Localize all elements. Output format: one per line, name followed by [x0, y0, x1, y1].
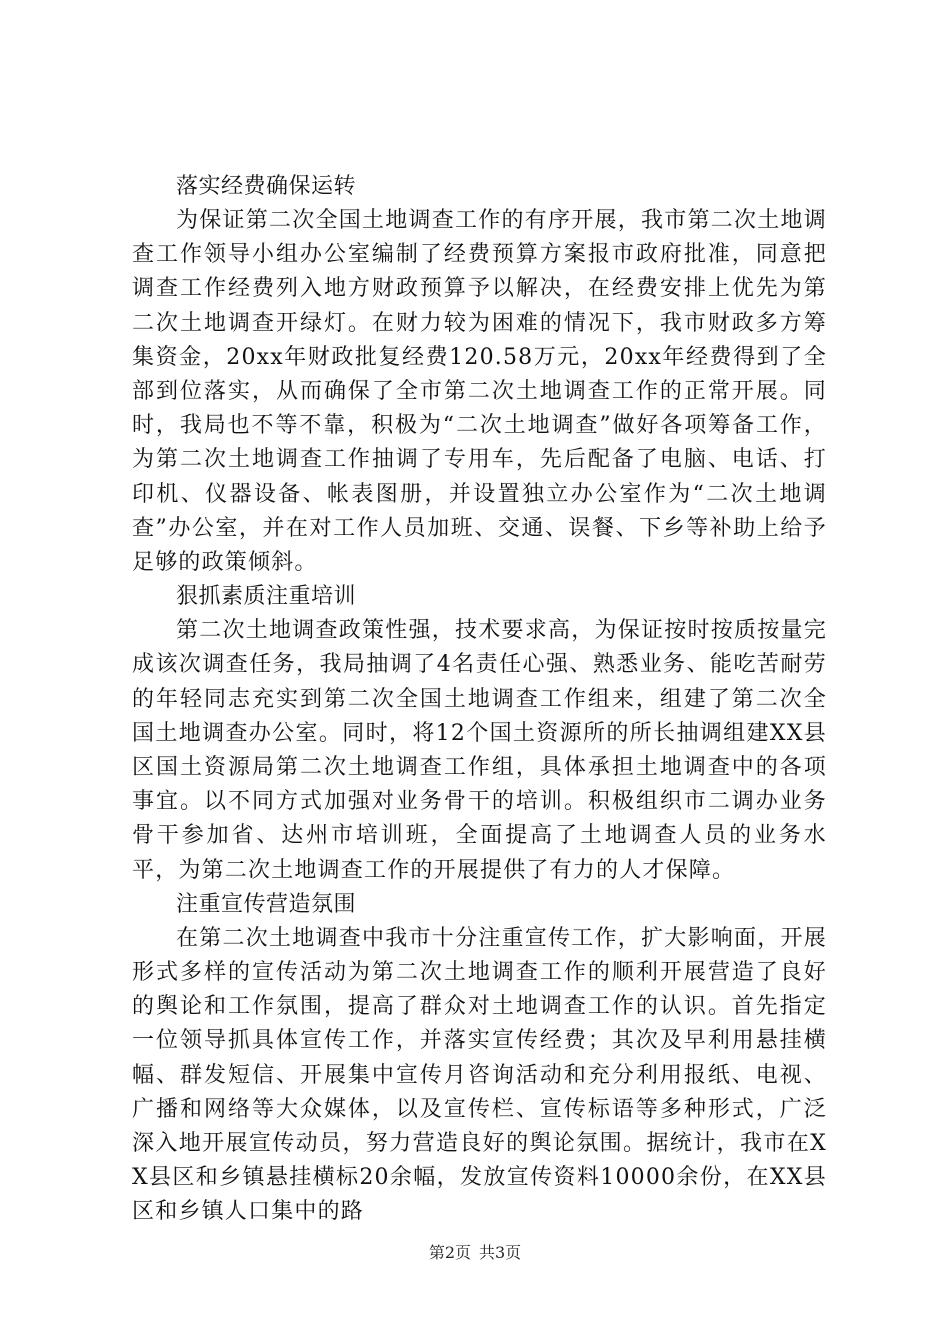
- page-total: 共3页: [479, 1243, 522, 1262]
- section-paragraph-publicity: 在第二次土地调查中我市十分注重宣传工作，扩大影响面，开展形式多样的宣传活动为第二次土地调查工作的顺利开展营造了良好的舆论和工作氛围，提高了群众对土地调查工作的认识。首先指定一位领导抓具体宣传工作，并落实宣传经费；其次及早利用悬挂横幅、群发短信、开展集中宣传月咨询活动和充分利用报纸、电视、广播和网络等大众媒体，以及宣传栏、宣传标语等多种形式，广泛深入地开展宣传动员，努力营造良好的舆论氛围。据统计，我市在XX县区和乡镇悬挂横标20余幅，发放宣传资料10000余份，在XX县区和乡镇人口集中的路: [132, 925, 827, 1225]
- section-heading-training: 狠抓素质注重培训: [176, 584, 357, 610]
- section-paragraph-funding: 为保证第二次全国土地调查工作的有序开展，我市第二次土地调查工作领导小组办公室编制了经费预算方案报市政府批准，同意把调查工作经费列入地方财政预算予以解决，在经费安排上优先为第二次土地调查开绿灯。在财力较为困难的情况下，我市财政多方筹集资金，20xx年财政批复经费120.58万元，20xx年经费得到了全部到位落实，从而确保了全市第二次土地调查工作的正常开展。同时，我局也不等不靠，积极为“二次土地调查”做好各项筹备工作，为第二次土地调查工作抽调了专用车，先后配备了电脑、电话、打印机、仪器设备、帐表图册，并设置独立办公室作为“二次土地调查”办公室，并在对工作人员加班、交通、误餐、下乡等补助上给予足够的政策倾斜。: [132, 208, 827, 576]
- section-heading-funding: 落实经费确保运转: [176, 174, 357, 199]
- page-number: 第2页: [428, 1243, 471, 1262]
- section-heading-publicity: 注重宣传营造氛围: [176, 891, 357, 917]
- section-paragraph-training: 第二次土地调查政策性强，技术要求高，为保证按时按质按量完成该次调查任务，我局抽调了4名责任心强、熟悉业务、能吃苦耐劳的年轻同志充实到第二次全国土地调查工作组来，组建了第二次全国土地调查办公室。同时，将12个国土资源所的所长抽调组建XX县区国土资源局第二次土地调查工作组，具体承担土地调查中的各项事宜。以不同方式加强对业务骨干的培训。积极组织市二调办业务骨干参加省、达州市培训班，全面提高了土地调查人员的业务水平，为第二次土地调查工作的开展提供了有力的人才保障。: [132, 618, 827, 883]
- page-footer: [0, 1243, 950, 1263]
- document-body: [132, 170, 827, 1230]
